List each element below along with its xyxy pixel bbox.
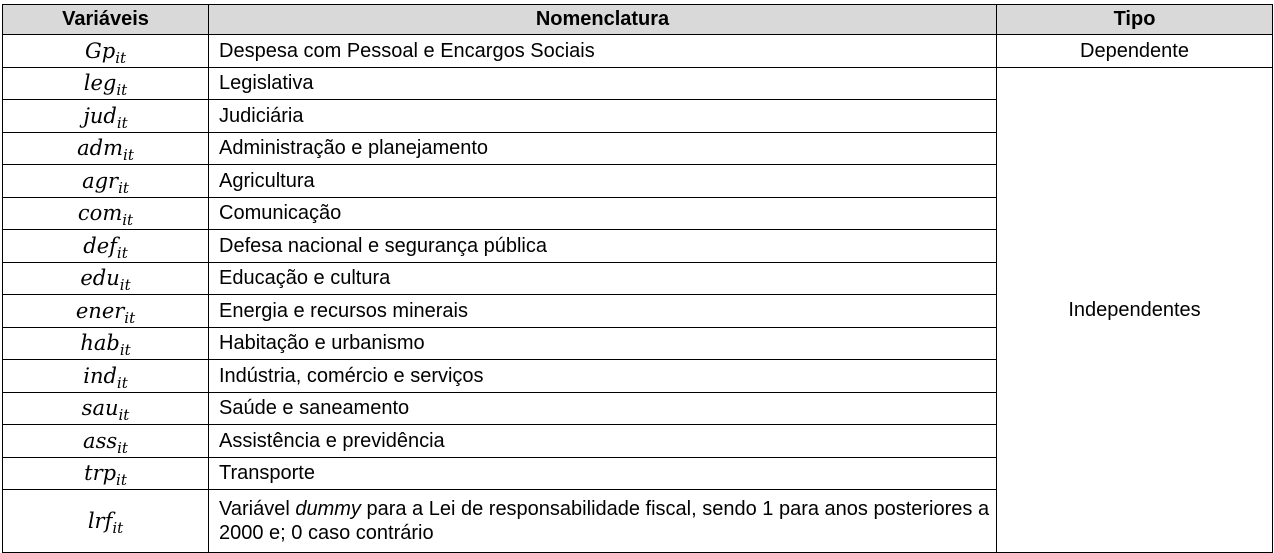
nomenclature-cell: Legislativa: [209, 67, 997, 100]
variable-cell: def$_{it}$: [3, 230, 209, 263]
variable-cell: com$_{it}$: [3, 197, 209, 230]
nomenclature-cell: Educação e cultura: [209, 262, 997, 295]
variables-table: [2, 4, 1273, 553]
nomenclature-cell: Defesa nacional e segurança pública: [209, 230, 997, 263]
table-row: [3, 67, 1273, 100]
variable-cell: agr$_{it}$: [3, 165, 209, 198]
nomenclature-cell: Transporte: [209, 457, 997, 490]
table-row: [3, 35, 1273, 68]
nomenclature-cell: Variável dummy para a Lei de responsabilidade fiscal, sendo 1 para anos posteriores a 2000 e; 0 caso contrário: [209, 490, 997, 553]
dummy-term: dummy: [295, 498, 361, 520]
header-tipo: Tipo: [997, 5, 1273, 35]
nomenclature-cell: Assistência e previdência: [209, 425, 997, 458]
variable-cell: edu$_{it}$: [3, 262, 209, 295]
nomenclature-cell: Habitação e urbanismo: [209, 327, 997, 360]
variable-cell: sau$_{it}$: [3, 392, 209, 425]
variable-cell: jud$_{it}$: [3, 100, 209, 133]
variable-cell: lrf$_{it}$: [3, 490, 209, 553]
header-variaveis: Variáveis: [3, 5, 209, 35]
variable-cell: hab$_{it}$: [3, 327, 209, 360]
nomenclature-cell: Comunicação: [209, 197, 997, 230]
variable-cell: ass$_{it}$: [3, 425, 209, 458]
tipo-dependente-cell: Dependente: [997, 35, 1273, 68]
variable-cell: adm$_{it}$: [3, 132, 209, 165]
variable-cell: $Gp_{it}$: [3, 35, 209, 68]
variable-cell: ener$_{it}$: [3, 295, 209, 328]
variable-cell: ind$_{it}$: [3, 360, 209, 393]
nomenclature-cell: Agricultura: [209, 165, 997, 198]
nomenclature-cell: Indústria, comércio e serviços: [209, 360, 997, 393]
nomenclature-cell: Administração e planejamento: [209, 132, 997, 165]
nomenclature-cell: Saúde e saneamento: [209, 392, 997, 425]
nomenclature-cell: Despesa com Pessoal e Encargos Sociais: [209, 35, 997, 68]
variable-cell: trp$_{it}$: [3, 457, 209, 490]
nomenclature-cell: Energia e recursos minerais: [209, 295, 997, 328]
nomenclature-cell: Judiciária: [209, 100, 997, 133]
header-nomenclatura: Nomenclatura: [209, 5, 997, 35]
variable-cell: leg$_{it}$: [3, 67, 209, 100]
tipo-independentes-cell: Independentes: [997, 67, 1273, 553]
table-header-row: [3, 5, 1273, 35]
